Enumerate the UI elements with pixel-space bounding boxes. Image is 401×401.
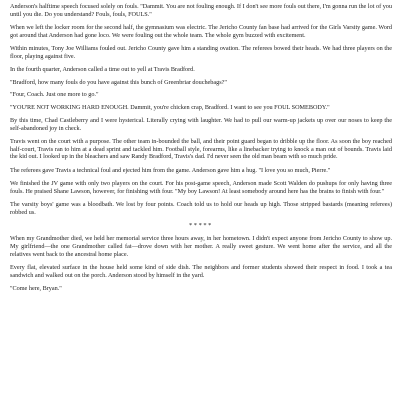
paragraph-come-here: "Come here, Bryan." (10, 284, 62, 292)
paragraph-tackle: Travis went on the court with a purpose. The other team in-bounded the ball, and their point guard began to dribble up the floor. As soon the boy reached half-court, Travis ran to him at a dead sprint and tackled him. Football style, forearms, like a linebacker trying to knock a man out of bounds. Travis laid the kid out. I looked up in the bleachers and saw Randy Bradford, Travis's dad. I'd never seen the old man beam with so much pride. (10, 137, 392, 161)
paragraph-grandmother: When my Grandmother died, we held her memorial service three hours away, in her hometown. I didn't expect anyone from Jericho County to show up. My girlfriend—the one Grandmother called fat—drove down with her mother. A really sweet gesture. We went home after the service, and all the relatives went back to the ancestral home place. (10, 234, 392, 258)
paragraph-dialogue-answer: "Four, Coach. Just one more to go." (10, 91, 99, 98)
paragraph-second-half: When we left the locker room for the second half, the gymnasium was electric. The Jericho County fan base had arrived for the Girls Varsity game. Word got around that Anderson had gone loco. We were fouling out the whole team. The whole gym buzzed with excitement. (10, 24, 392, 39)
paragraph-hysterical: By this time, Chad Castleberry and I were hysterical. Literally crying with laughter. We had to pull our warm-up jackets up over our noses to keep the self-abandoned joy in check. (10, 116, 392, 132)
paragraph-fourth-quarter: In the fourth quarter, Anderson called a time out to yell at Travis Bradford. (10, 66, 195, 73)
paragraph-dialogue-question: "Bradford, how many fouls do you have against this bunch of Greenbriar douchebags?" (10, 78, 227, 86)
paragraph-fouled-out: Within minutes, Tony Joe Williams fouled out. Jericho County gave him a standing ovation. The referees bowed their heads. We had three players on the floor, playing against five. (10, 45, 392, 60)
paragraph-dialogue-yell: "YOU'RE NOT WORKING HARD ENOUGH. Dammit, you're chicken crap, Bradford. I want to see you FOUL SOMEBODY." (10, 103, 330, 111)
paragraph-post-game: We finished the JV game with only two players on the court. For his post-game speech, Anderson made Scott Walden do pushups for only having three fouls. He praised Shane Lawson, however, for finishing with four. "My boy Lawson! At least somebody around here has the brains to finish with four." (10, 179, 392, 195)
paragraph-technical-foul: The referees gave Travis a technical foul and ejected him from the game. Anderson gave him a hug. "I love you so much, Pierre." (10, 166, 331, 174)
section-separator: ***** (189, 221, 213, 229)
paragraph-side-dishes: Every flat, elevated surface in the house held some kind of side dish. The neighbors and former students showed their respect in food. I took a tea sandwich and walked out on the porch. Anderson stood by himself in the yard. (10, 263, 392, 279)
paragraph-halftime-speech: Anderson's halftime speech focused solely on fouls. "Dammit. You are not fouling enough. If I don't see more fouls out there, I'm gonna run the lot of you until you die. Do you understand? Fouls, fouls, FOULS." (10, 3, 392, 18)
paragraph-varsity-game: The varsity boys' game was a bloodbath. We lost by four points. Coach told us to hold our heads up high. Those stripped bastards (meaning referees) robbed us. (10, 200, 392, 216)
